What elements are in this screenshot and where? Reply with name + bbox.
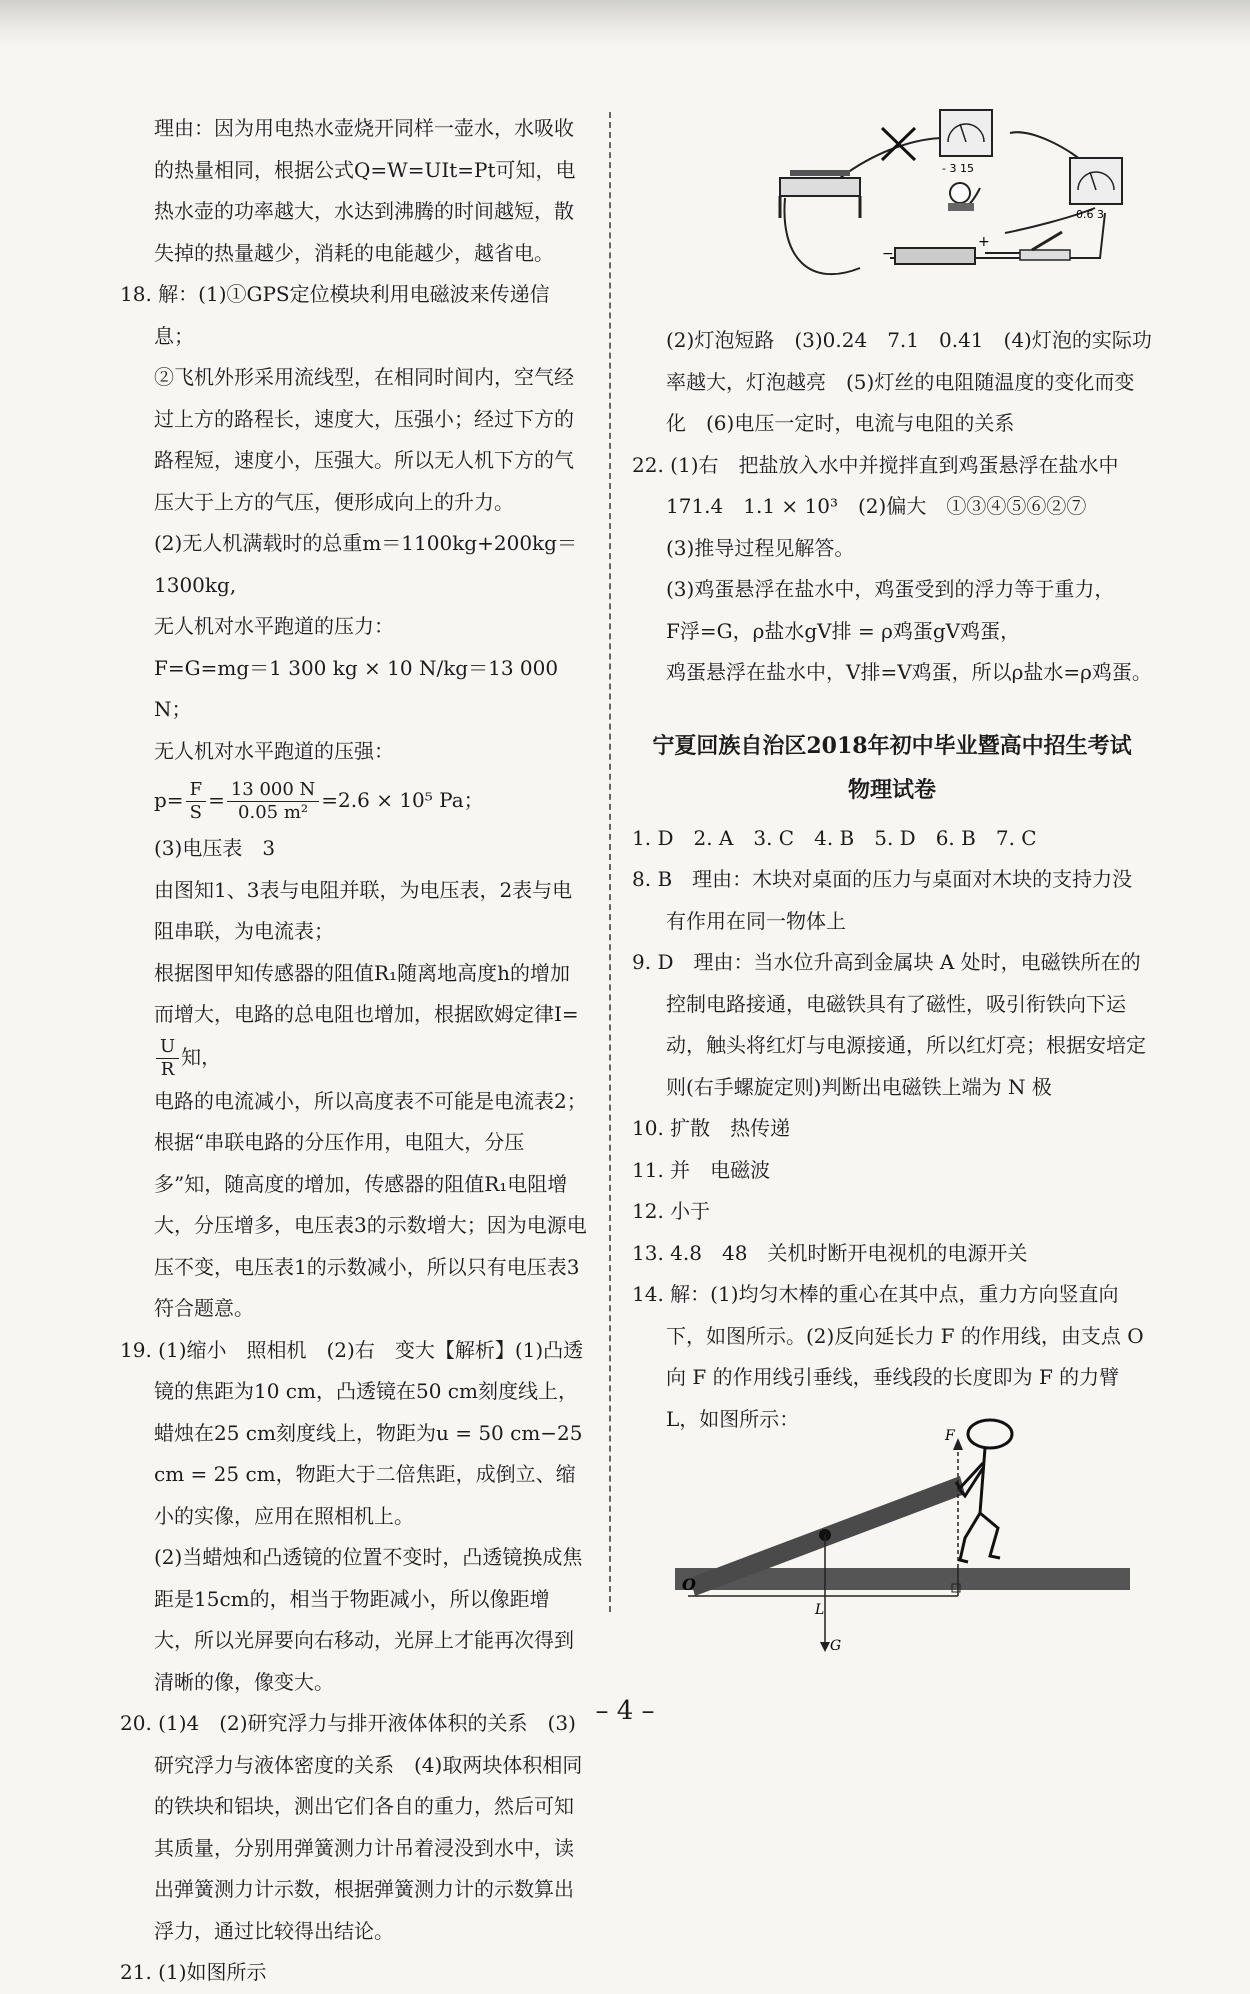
battery-icon (882, 234, 990, 264)
answer-21-part1: 21. (1)如图所示 (120, 1960, 267, 1984)
exam-title-line1: 宁夏回族自治区2018年初中毕业暨高中招生考试 (652, 732, 1132, 759)
answer-18-part3: (3)电压表 3 (154, 836, 276, 860)
answer-22-derivation-2: F浮=G，ρ盐水gV排 = ρ鸡蛋gV鸡蛋， (666, 618, 1021, 643)
gravity-arrow (820, 1642, 830, 1652)
answer-18-pressure2-label: 无人机对水平跑道的压强： (154, 738, 394, 763)
fraction-numerator: F (186, 779, 207, 802)
answer-14: 14. 解：(1)均匀木棒的重心在其中点，重力方向竖直向下，如图所示。(2)反向延长力 F 的作用线，由支点 O 向 F 的作用线引垂线，垂线段的长度即为 F 的力臂 L，如图所示： (632, 1282, 1144, 1431)
top-scan-shadow (0, 0, 1250, 48)
answer-9: 9. D 理由：当水位升高到金属块 A 处时，电磁铁所在的控制电路接通，电磁铁具有了磁性，吸引衔铁向下运动，触头将红灯与电源接通，所以红灯亮；根据安培定则(右手螺旋定则)判断出电磁铁上端为 N 极 (632, 950, 1146, 1099)
right-column (632, 320, 1152, 1440)
eq-p-prefix: p= (154, 788, 184, 812)
eq-result: =2.6 × 10⁵ Pa； (321, 788, 484, 812)
answer-18-part3-explain: 由图知1、3表与电阻并联，为电压表，2表与电阻串联，为电流表； (154, 877, 573, 943)
answer-22-derivation-note: (3)推导过程见解答。 (666, 535, 855, 560)
answer-18-part1: 18. 解：(1)①GPS定位模块利用电磁波来传递信息； (120, 282, 550, 348)
fraction-numerator: U (156, 1036, 179, 1059)
meter1-terminals: - 3 15 (942, 162, 974, 175)
answer-18-pressure-equation (120, 772, 588, 828)
bulb-icon (948, 183, 974, 211)
label-O: O (682, 1575, 696, 1594)
answer-17-reason: 理由：因为用电热水壶烧开同样一壶水，水吸收的热量相同，根据公式Q=W=UIt=Pt可知，电热水壶的功率越大，水达到沸腾的时间越短，散失掉的热量越少，消耗的电能越少，越省电。 (154, 116, 576, 265)
answer-18-force-equation: F=G=mg＝1 300 kg × 10 N/kg＝13 000 N； (154, 655, 559, 721)
label-L: L (815, 1602, 825, 1618)
rheostat-icon (780, 170, 860, 218)
ohm-text: 根据图甲知传感器的阻值R₁随离地高度h的增加而增大，电路的总电阻也增加，根据欧姆定律 (154, 960, 570, 1026)
answer-18-conclusion: 电路的电流减小，所以高度表不可能是电流表2；根据“串联电路的分压作用，电阻大，分压多”知，随高度的增加，传感器的阻值R₁电阻增大，分压增多，电压表3的示数增大；因为电源电压不变，电压表1的示数减小，所以只有电压表3符合题意。 (154, 1088, 587, 1320)
page-number: – 4 – (595, 1696, 655, 1726)
lever-diagram (660, 1418, 1130, 1654)
fraction-denominator: 0.05 m² (238, 802, 309, 823)
fraction-denominator: S (189, 802, 202, 823)
answer-22-values: 171.4 1.1 × 10³ (2)偏大 ①③④⑤⑥②⑦ (666, 494, 1087, 518)
answer-10: 10. 扩散 热传递 (632, 1116, 791, 1140)
svg-text:−: − (882, 246, 894, 262)
answer-22-derivation-1: (3)鸡蛋悬浮在盐水中，鸡蛋受到的浮力等于重力， (666, 577, 1115, 601)
answer-22-derivation-3: 鸡蛋悬浮在盐水中，V排=V鸡蛋，所以ρ盐水=ρ鸡蛋。 (666, 660, 1152, 684)
answer-8: 8. B 理由：木块对桌面的压力与桌面对木块的支持力没有作用在同一物体上 (632, 867, 1133, 933)
column-divider (609, 112, 611, 1612)
answer-19-part1: 19. (1)缩小 照相机 (2)右 变大【解析】(1)凸透镜的焦距为10 cm，凸透镜在50 cm刻度线上，蜡烛在25 cm刻度线上，物距为u = 50 cm−25 cm = 25 cm，物距大于二倍焦距，成倒立、缩小的实像，应用在照相机上。 (120, 1337, 584, 1528)
fraction-numerator: 13 000 N (227, 779, 319, 802)
ammeter-icon (1070, 158, 1122, 221)
circuit-diagram (770, 108, 1150, 308)
eq-equals: = (208, 788, 225, 812)
answer-18-pressure-label: 无人机对水平跑道的压力： (154, 614, 394, 638)
svg-text:+: + (978, 234, 990, 250)
voltmeter-icon (940, 110, 992, 175)
answer-13: 13. 4.8 48 关机时断开电视机的电源开关 (632, 1240, 1028, 1265)
answer-19-part2: (2)当蜡烛和凸透镜的位置不变时，凸透镜换成焦距是15cm的，相当于物距减小，所以像距增大，所以光屏要向右移动，光屏上才能再次得到清晰的像，像变大。 (154, 1545, 583, 1694)
fraction-values (227, 779, 319, 824)
answer-18-ohm-law (120, 953, 588, 1081)
ohm-post: 知， (181, 1044, 222, 1069)
label-F: F (945, 1428, 955, 1444)
meter2-terminals: 0.6 3 (1076, 208, 1104, 221)
fraction-f-over-s (186, 779, 207, 824)
answer-11: 11. 并 电磁波 (632, 1157, 771, 1182)
answer-21-part2-6: (2)灯泡短路 (3)0.24 7.1 0.41 (4)灯泡的实际功率越大，灯泡越亮 (5)灯丝的电阻随温度的变化而变化 (6)电压一定时，电流与电阻的关系 (666, 328, 1152, 435)
person-icon (956, 1420, 1012, 1562)
answer-22-part1: 22. (1)右 把盐放入水中并搅拌直到鸡蛋悬浮在盐水中 (632, 452, 1119, 477)
fraction-u-over-r (156, 1036, 179, 1081)
answer-12: 12. 小于 (632, 1199, 711, 1223)
fraction-denominator: R (160, 1058, 175, 1080)
answer-18-part1b: ②飞机外形采用流线型，在相同时间内，空气经过上方的路程长，速度大，压强小；经过下方的路程短，速度小，压强大。所以无人机下方的气压大于上方的气压，便形成向上的升力。 (154, 365, 574, 514)
switch-icon (1020, 232, 1070, 260)
exam-title-line2: 物理试卷 (847, 776, 936, 803)
label-G: G (830, 1638, 842, 1654)
ohm-eq: I= (554, 1002, 579, 1026)
answer-20: 20. (1)4 (2)研究浮力与排开液体体积的关系 (3)研究浮力与液体密度的关系 (4)取两块体积相同的铁块和铝块，测出它们各自的重力，然后可知其质量，分别用弹簧测力计吊着浸没到水中，读出弹簧测力计示数，根据弹簧测力计的示数算出浮力，通过比较得出结论。 (120, 1711, 583, 1943)
exam-title (632, 724, 1152, 812)
answers-1-7: 1. D 2. A 3. C 4. B 5. D 6. B 7. C (632, 825, 1037, 850)
answer-18-part2: (2)无人机满载时的总重m＝1100kg+200kg＝1300kg, (154, 531, 577, 597)
